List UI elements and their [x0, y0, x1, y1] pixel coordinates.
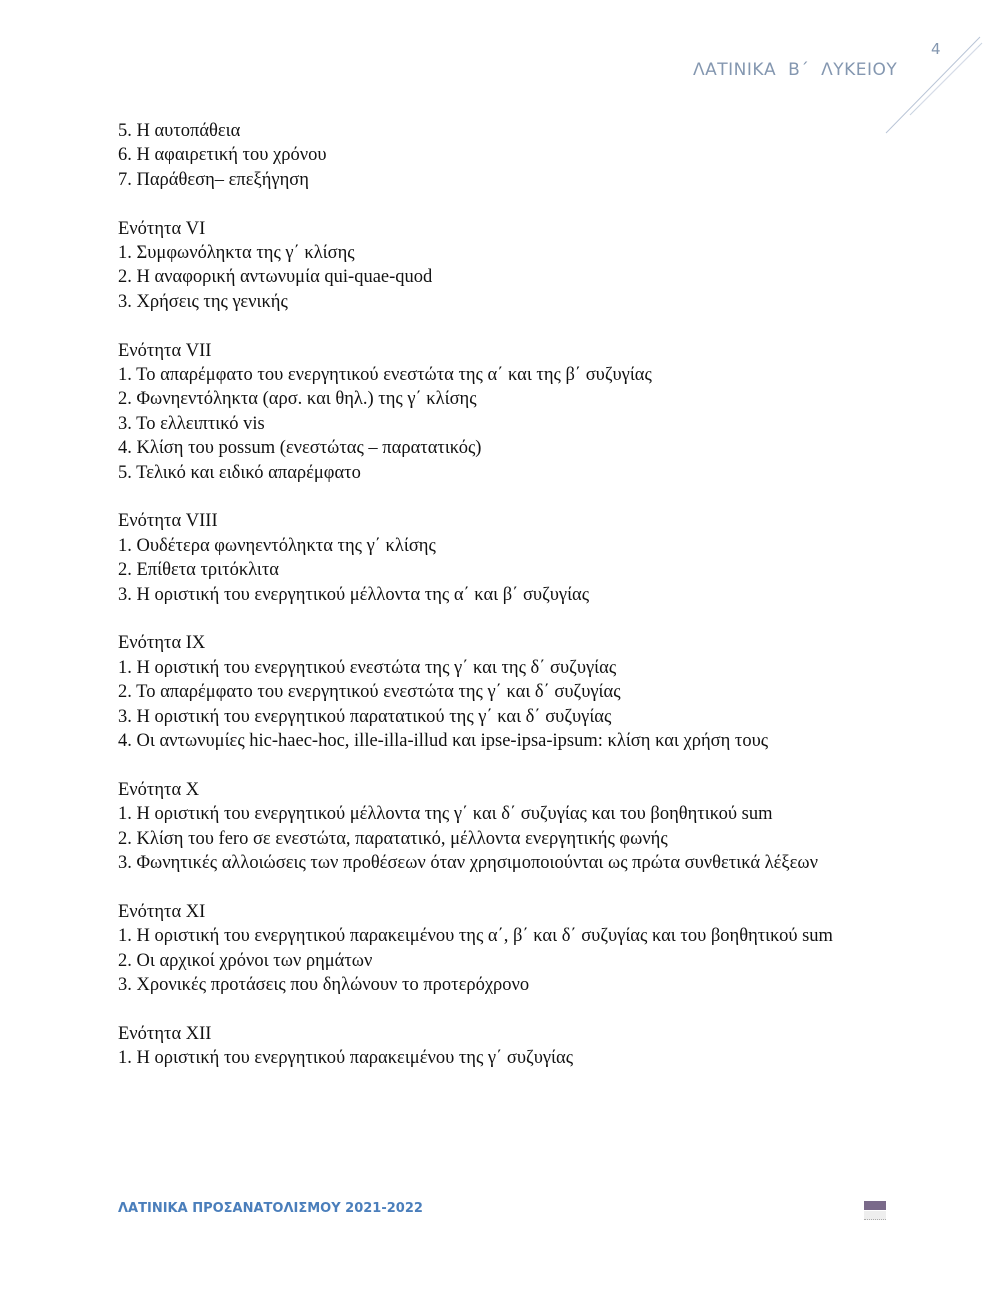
unit-heading: Ενότητα VII: [118, 340, 212, 361]
unit-section: [118, 192, 886, 314]
list-item: 7. Παράθεση– επεξήγηση: [118, 169, 309, 190]
list-item: 4. Οι αντωνυμίες hic-haec-hoc, ille-illa-illud και ipse-ipsa-ipsum: κλίση και χρήση τους: [118, 731, 769, 752]
list-item: 2. Οι αρχικοί χρόνοι των ρημάτων: [118, 950, 373, 971]
list-item: 2. Το απαρέμφατο του ενεργητικού ενεστώτα της γ΄ και δ΄ συζυγίας: [118, 682, 621, 703]
page-number: 4: [931, 40, 941, 58]
list-item: 3. Η οριστική του ενεργητικού παρατατικού της γ΄ και δ΄ συζυγίας: [118, 706, 612, 727]
unit-heading: Ενότητα VIII: [118, 511, 218, 532]
unit-section: [118, 607, 886, 753]
blank-line: [118, 754, 886, 778]
unit-heading: Ενότητα VI: [118, 218, 206, 239]
unit-section: [118, 876, 886, 998]
unit-heading: Ενότητα XII: [118, 1023, 212, 1044]
unit-heading: Ενότητα IX: [118, 633, 206, 654]
list-item: 6. Η αφαιρετική του χρόνου: [118, 145, 327, 166]
list-item: 3. Φωνητικές αλλοιώσεις των προθέσεων όταν χρησιμοποιούνται ως πρώτα συνθετικά λέξεων: [118, 853, 818, 874]
list-item: 2. Η αναφορική αντωνυμία qui-quae-quod: [118, 267, 433, 288]
list-item: 1. Η οριστική του ενεργητικού μέλλοντα της γ΄ και δ΄ συζυγίας και του βοηθητικού sum: [118, 804, 773, 825]
unit-heading: Ενότητα XI: [118, 901, 206, 922]
unit-section: [118, 314, 886, 485]
list-item: 5. Η αυτοπάθεια: [118, 121, 241, 141]
unit-section: [118, 754, 886, 876]
unit-section: [118, 998, 886, 1071]
list-item: 2. Κλίση του fero σε ενεστώτα, παρατατικό, μέλλοντα ενεργητικής φωνής: [118, 828, 668, 849]
list-item: 2. Φωνηεντόληκτα (αρσ. και θηλ.) της γ΄ κλίσης: [118, 389, 477, 410]
list-item: 1. Το απαρέμφατο του ενεργητικού ενεστώτα της α΄ και της β΄ συζυγίας: [118, 365, 652, 386]
document-body: [118, 119, 886, 1071]
blank-line: [118, 485, 886, 509]
list-item: 5. Τελικό και ειδικό απαρέμφατο: [118, 462, 361, 483]
list-item: 2. Επίθετα τριτόκλιτα: [118, 560, 279, 581]
unit-section: [118, 485, 886, 607]
blank-line: [118, 607, 886, 631]
list-item: 1. Συμφωνόληκτα της γ΄ κλίσης: [118, 243, 355, 264]
header-title: ΛΑΤΙΝΙΚΑ Β΄ ΛΥΚΕΙΟΥ: [693, 60, 898, 80]
blank-line: [118, 998, 886, 1022]
list-item: 3. Το ελλειπτικό vis: [118, 413, 265, 434]
publisher-logo: [864, 1201, 886, 1219]
list-item: 1. Η οριστική του ενεργητικού παρακειμένου της γ΄ συζυγίας: [118, 1048, 574, 1069]
list-item: 4. Κλίση του possum (ενεστώτας – παρατατικός): [118, 438, 482, 459]
header-decoration-lines: [880, 35, 985, 135]
list-item: 1. Η οριστική του ενεργητικού παρακειμένου της α΄, β΄ και δ΄ συζυγίας και του βοηθητικού sum: [118, 926, 833, 947]
blank-line: [118, 314, 886, 338]
blank-line: [118, 876, 886, 900]
unit-heading: Ενότητα X: [118, 779, 200, 800]
list-item: 1. Η οριστική του ενεργητικού ενεστώτα της γ΄ και της δ΄ συζυγίας: [118, 657, 617, 678]
list-item: 3. Η οριστική του ενεργητικού μέλλοντα της α΄ και β΄ συζυγίας: [118, 584, 590, 605]
blank-line: [118, 192, 886, 216]
list-item: 3. Χρονικές προτάσεις που δηλώνουν το προτερόχρονο: [118, 975, 530, 996]
list-item: 3. Χρήσεις της γενικής: [118, 291, 288, 312]
list-item: 1. Ουδέτερα φωνηεντόληκτα της γ΄ κλίσης: [118, 535, 436, 556]
footer-text: ΛΑΤΙΝΙΚΑ ΠΡΟΣΑΝΑΤΟΛΙΣΜΟΥ 2021-2022: [118, 1201, 423, 1216]
